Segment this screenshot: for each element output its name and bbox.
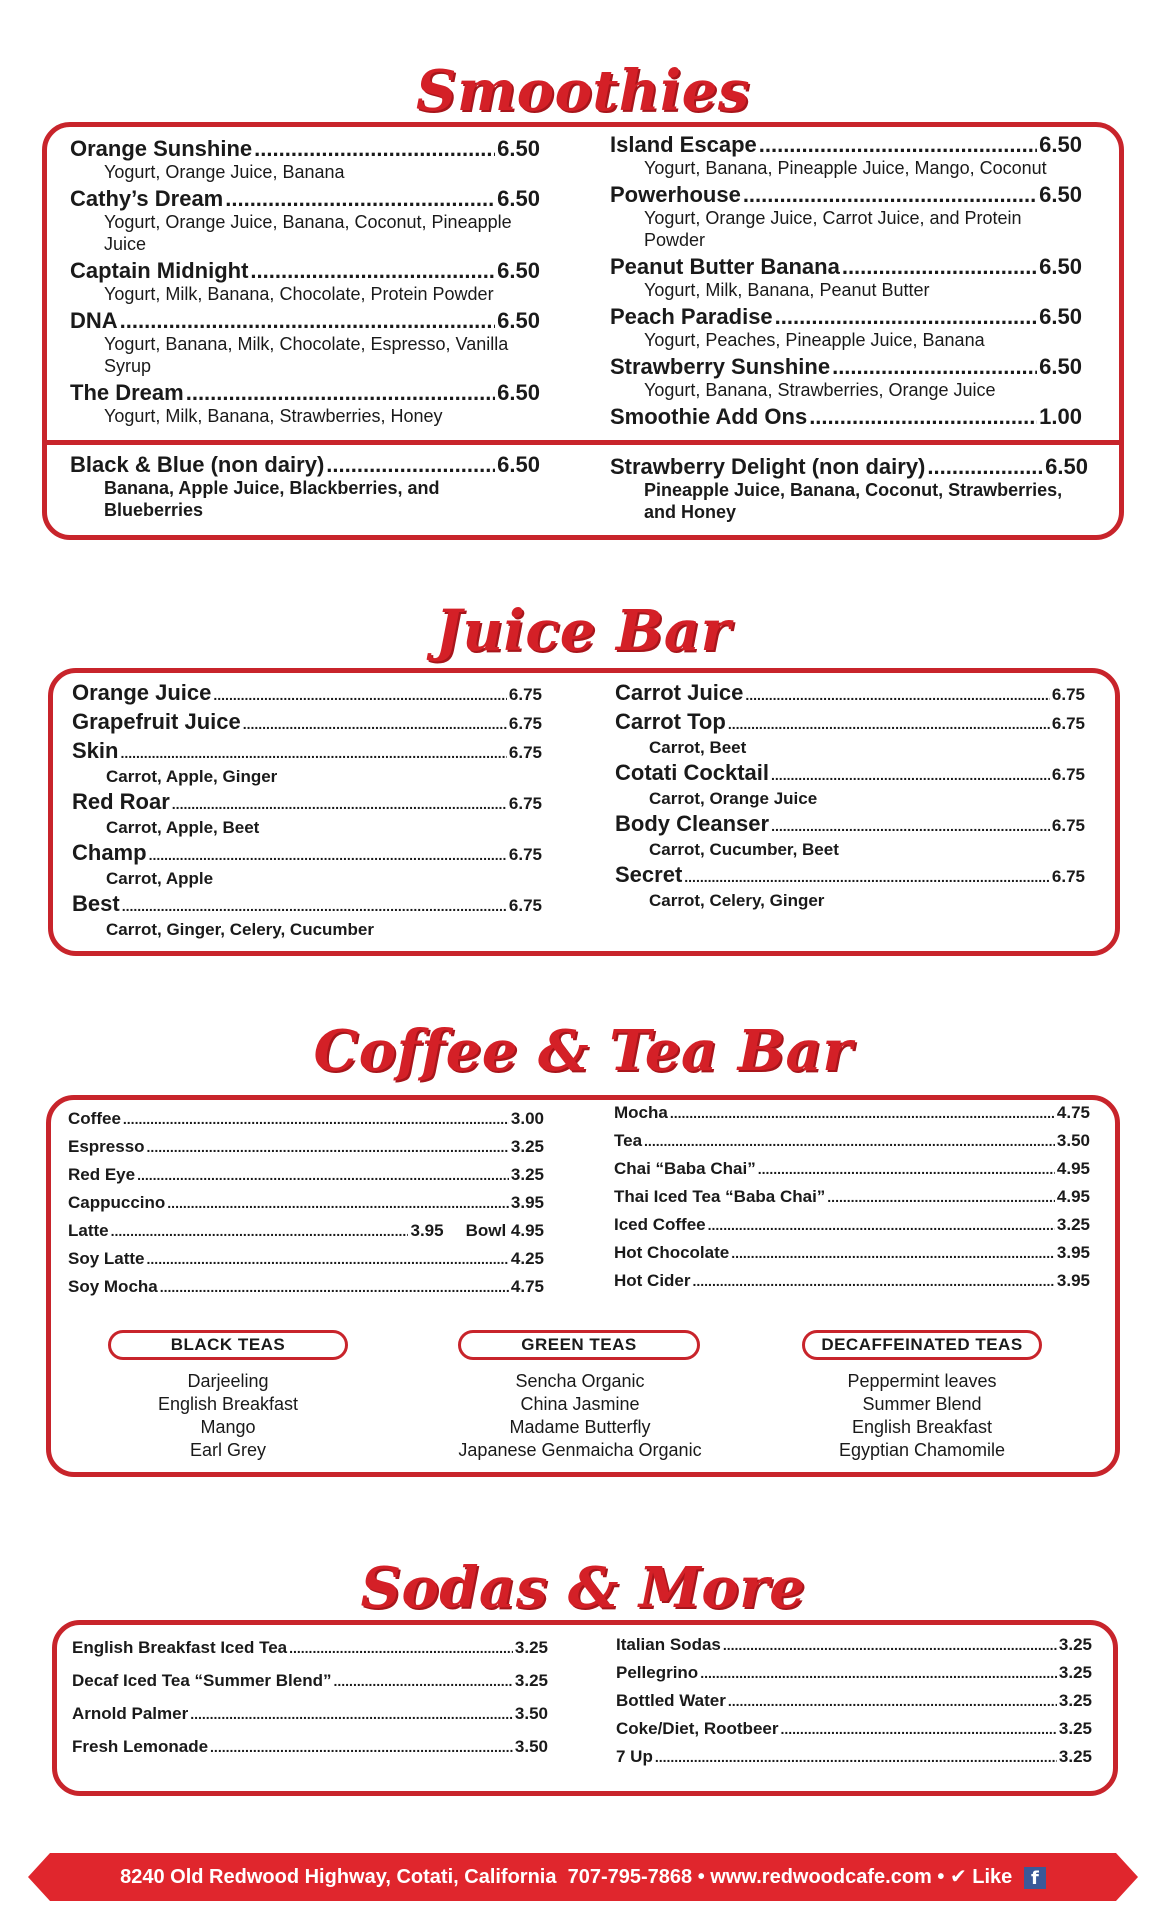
menu-item [614, 1239, 1090, 1267]
tea-item: Peppermint leaves [847, 1371, 997, 1391]
menu-item [616, 1631, 1092, 1659]
coffee-right-column [614, 1099, 1090, 1295]
leader-dots [147, 1134, 509, 1161]
item-name: Red Eye [68, 1165, 136, 1184]
item-price: 3.25 [1058, 1635, 1092, 1654]
item-name: The Dream [70, 380, 184, 405]
item-description: Pineapple Juice, Banana, Coconut, Strawberries, and Honey [644, 480, 1063, 522]
menu-item-row [72, 1667, 548, 1695]
smoothies-right-column [610, 132, 1082, 432]
menu-item [70, 136, 540, 183]
tea-item: Madame Butterfly [509, 1417, 651, 1437]
menu-item-row [615, 709, 1085, 737]
item-price: 6.75 [508, 794, 542, 813]
menu-item-row [68, 1189, 544, 1217]
item-price: 3.95 [410, 1221, 444, 1240]
menu-item-row [70, 136, 540, 161]
item-description: Yogurt, Milk, Banana, Chocolate, Protein Powder [104, 284, 494, 304]
menu-item-row [610, 182, 1082, 207]
menu-item-row [72, 891, 542, 919]
menu-item-row [616, 1715, 1092, 1743]
leader-dots [670, 1100, 1055, 1127]
item-name: Cappuccino [68, 1193, 166, 1212]
coffee-left-column [68, 1105, 544, 1301]
leader-dots [644, 1128, 1055, 1155]
sodas-right-column [616, 1631, 1092, 1771]
menu-item-row [610, 254, 1082, 279]
tea-item: Earl Grey [189, 1440, 267, 1460]
menu-item [70, 186, 540, 255]
item-price: 3.25 [514, 1671, 548, 1690]
green-teas-heading: GREEN TEAS [458, 1330, 700, 1360]
item-name: Powerhouse [610, 182, 741, 207]
smoothies-nondairy-right [610, 454, 1088, 523]
menu-item [610, 354, 1082, 401]
item-name: Italian Sodas [616, 1635, 721, 1654]
menu-item-row [614, 1267, 1090, 1295]
menu-item-row [615, 862, 1085, 890]
item-name: Chai “Baba Chai” [614, 1159, 756, 1178]
leader-dots [758, 1156, 1055, 1183]
item-price: 4.95 [1056, 1187, 1090, 1206]
menu-item-row [614, 1099, 1090, 1127]
item-price: 3.95 [510, 1193, 544, 1212]
leader-dots [771, 762, 1050, 788]
menu-item-row [68, 1217, 544, 1245]
leader-dots [190, 1701, 513, 1728]
leader-dots [693, 1268, 1055, 1295]
item-name: Carrot Juice [615, 680, 744, 705]
tea-item: Sencha Organic [515, 1371, 645, 1391]
item-name: English Breakfast Iced Tea [72, 1638, 288, 1657]
item-description: Yogurt, Banana, Strawberries, Orange Juice [644, 380, 996, 400]
leader-dots [655, 1744, 1057, 1771]
item-description: Yogurt, Peaches, Pineapple Juice, Banana [644, 330, 985, 350]
item-name: Coke/Diet, Rootbeer [616, 1719, 779, 1738]
leader-dots [708, 1212, 1055, 1239]
item-name: Hot Cider [614, 1271, 691, 1290]
menu-item-row [610, 354, 1082, 379]
item-name: Hot Chocolate [614, 1243, 730, 1262]
item-name: DNA [70, 308, 118, 333]
menu-item [72, 1667, 548, 1695]
item-price: 6.75 [1051, 867, 1085, 886]
item-description: Yogurt, Banana, Milk, Chocolate, Espresso, Vanilla Syrup [104, 334, 509, 376]
tea-item: Summer Blend [862, 1394, 982, 1414]
leader-dots [775, 304, 1038, 329]
leader-dots [700, 1660, 1057, 1687]
item-price: 3.25 [510, 1165, 544, 1184]
juice-title: Juice Bar [435, 598, 731, 664]
menu-item [72, 1634, 548, 1662]
item-name: Cotati Cocktail [615, 760, 770, 785]
menu-item [615, 862, 1085, 912]
menu-item-row [610, 304, 1082, 329]
item-price: 3.00 [510, 1109, 544, 1128]
item-name: Tea [614, 1131, 643, 1150]
item-description: Carrot, Ginger, Celery, Cucumber [106, 920, 374, 939]
tea-item: China Jasmine [520, 1394, 640, 1414]
item-price: 6.50 [497, 186, 540, 211]
item-name: Best [72, 891, 120, 916]
item-price: 4.75 [1056, 1103, 1090, 1122]
menu-item [72, 1700, 548, 1728]
menu-item [72, 789, 542, 839]
menu-item-row [70, 452, 540, 477]
tea-item: English Breakfast [851, 1417, 993, 1437]
item-price: 3.50 [1056, 1131, 1090, 1150]
item-name: Smoothie Add Ons [610, 404, 808, 429]
item-description: Carrot, Apple, Ginger [106, 767, 278, 786]
leader-dots [167, 1190, 509, 1217]
leader-dots [780, 1716, 1056, 1743]
item-name: Fresh Lemonade [72, 1737, 209, 1756]
leader-dots [123, 1106, 509, 1133]
tea-item: Egyptian Chamomile [838, 1440, 1006, 1460]
menu-item [68, 1245, 544, 1273]
item-price: 6.50 [1039, 182, 1082, 207]
item-price: 1.00 [1039, 404, 1082, 429]
menu-item [615, 811, 1085, 861]
menu-item-row [70, 186, 540, 211]
menu-item [616, 1715, 1092, 1743]
item-description: Carrot, Orange Juice [649, 789, 818, 808]
menu-item-row [68, 1273, 544, 1301]
menu-item [616, 1687, 1092, 1715]
menu-item-row [616, 1631, 1092, 1659]
item-price: 4.95 [1056, 1159, 1090, 1178]
item-name: Red Roar [72, 789, 170, 814]
menu-item [68, 1133, 544, 1161]
item-name: Skin [72, 738, 119, 763]
juice-right-column [615, 680, 1085, 913]
menu-item [68, 1161, 544, 1189]
leader-dots [832, 354, 1037, 379]
menu-item [72, 738, 542, 788]
menu-item [72, 840, 542, 890]
item-name: Carrot Top [615, 709, 726, 734]
item-name: Peanut Butter Banana [610, 254, 840, 279]
menu-item-row [68, 1133, 544, 1161]
smoothies-title: Smoothies [416, 58, 750, 124]
item-name: Latte [68, 1221, 109, 1240]
tea-item: English Breakfast [157, 1394, 299, 1414]
leader-dots [289, 1635, 513, 1662]
item-price: 6.50 [497, 136, 540, 161]
smoothies-left-column [70, 136, 540, 430]
menu-item-row [610, 132, 1082, 157]
item-name: Island Escape [610, 132, 757, 157]
menu-item-row [72, 1634, 548, 1662]
leader-dots [254, 136, 495, 161]
sodas-title: Sodas & More [360, 1555, 806, 1621]
checkmark-icon: ✔ [949, 1866, 967, 1888]
menu-item [610, 454, 1088, 523]
item-name: Coffee [68, 1109, 121, 1128]
menu-item-row [610, 404, 1082, 429]
item-price: 6.50 [1045, 454, 1088, 479]
item-name: Decaf Iced Tea “Summer Blend” [72, 1671, 332, 1690]
menu-item [68, 1189, 544, 1217]
menu-item [610, 254, 1082, 301]
item-name: Bottled Water [616, 1691, 726, 1710]
item-price: 6.50 [497, 380, 540, 405]
item-price: 6.75 [1051, 714, 1085, 733]
menu-item-row [610, 454, 1088, 479]
menu-item-row [616, 1687, 1092, 1715]
menu-item [70, 258, 540, 305]
menu-item [614, 1155, 1090, 1183]
menu-item-row [70, 308, 540, 333]
coffee-title: Coffee & Tea Bar [313, 1018, 853, 1084]
footer-address: 8240 Old Redwood Highway, Cotati, California [120, 1866, 557, 1888]
item-description: Yogurt, Orange Juice, Carrot Juice, and Protein Powder [644, 208, 1022, 250]
item-name: Mocha [614, 1103, 668, 1122]
item-price: 6.75 [508, 743, 542, 762]
decaf-teas-heading: DECAFFEINATED TEAS [802, 1330, 1042, 1360]
item-name: Thai Iced Tea “Baba Chai” [614, 1187, 826, 1206]
leader-dots [213, 682, 507, 708]
menu-item-row [68, 1161, 544, 1189]
leader-dots [186, 380, 495, 405]
item-price: 6.50 [497, 308, 540, 333]
menu-item [70, 308, 540, 377]
item-name: Arnold Palmer [72, 1704, 189, 1723]
menu-item [616, 1743, 1092, 1771]
item-description: Banana, Apple Juice, Blackberries, and Blueberries [104, 478, 440, 520]
item-name: Body Cleanser [615, 811, 770, 836]
item-price: 6.50 [1039, 304, 1082, 329]
menu-item [614, 1127, 1090, 1155]
menu-item-row [72, 1733, 548, 1761]
item-name: Soy Latte [68, 1249, 145, 1268]
item-description: Yogurt, Orange Juice, Banana, Coconut, Pineapple Juice [104, 212, 512, 254]
leader-dots [731, 1240, 1055, 1267]
item-name: 7 Up [616, 1747, 653, 1766]
item-price: 6.75 [508, 896, 542, 915]
leader-dots [759, 132, 1037, 157]
item-name: Captain Midnight [70, 258, 249, 283]
menu-item-row [615, 680, 1085, 708]
item-name: Black & Blue (non dairy) [70, 452, 325, 477]
item-price: 3.25 [1058, 1691, 1092, 1710]
leader-dots [172, 791, 507, 817]
footer-website[interactable]: www.redwoodcafe.com [710, 1866, 932, 1888]
menu-item-row [72, 1700, 548, 1728]
menu-item-row [68, 1105, 544, 1133]
item-name: Espresso [68, 1137, 145, 1156]
tea-item: Japanese Genmaicha Organic [458, 1440, 702, 1460]
leader-dots [827, 1184, 1055, 1211]
menu-item-row [616, 1743, 1092, 1771]
facebook-icon[interactable]: f [1024, 1867, 1046, 1889]
leader-dots [723, 1632, 1057, 1659]
item-price: 3.25 [510, 1137, 544, 1156]
leader-dots [728, 1688, 1057, 1715]
item-description: Yogurt, Milk, Banana, Strawberries, Honey [104, 406, 443, 426]
menu-item-row [72, 789, 542, 817]
leader-dots [120, 740, 506, 766]
tea-item: Darjeeling [187, 1371, 269, 1391]
item-price: 3.95 [1056, 1271, 1090, 1290]
sodas-left-column [72, 1634, 548, 1766]
item-price: 3.25 [1056, 1215, 1090, 1234]
menu-item [614, 1183, 1090, 1211]
item-price: 3.25 [1058, 1663, 1092, 1682]
leader-dots [809, 404, 1037, 429]
item-price: 3.95 [1056, 1243, 1090, 1262]
item-price: 6.75 [1051, 685, 1085, 704]
leader-dots [120, 308, 496, 333]
menu-item [68, 1105, 544, 1133]
item-price: 6.75 [508, 845, 542, 864]
leader-dots [147, 1246, 509, 1273]
item-price: 3.25 [1058, 1719, 1092, 1738]
item-name: Pellegrino [616, 1663, 699, 1682]
menu-item [70, 380, 540, 427]
item-description: Yogurt, Milk, Banana, Peanut Butter [644, 280, 930, 300]
menu-item [615, 709, 1085, 759]
menu-item [68, 1273, 544, 1301]
leader-dots [842, 254, 1037, 279]
smoothies-divider [42, 440, 1124, 445]
menu-item-row [615, 811, 1085, 839]
leader-dots [243, 711, 507, 737]
item-description: Carrot, Apple [106, 869, 214, 888]
item-name: Soy Mocha [68, 1277, 158, 1296]
leader-dots [149, 842, 507, 868]
like-label[interactable]: Like [972, 1866, 1013, 1888]
item-name: Iced Coffee [614, 1215, 706, 1234]
menu-item [70, 452, 540, 521]
leader-dots [122, 893, 507, 919]
leader-dots [250, 258, 495, 283]
footer-phone[interactable]: 707-795-7868 [567, 1866, 693, 1888]
menu-item-row [72, 709, 542, 737]
menu-item [615, 680, 1085, 708]
item-name: Secret [615, 862, 683, 887]
menu-item-row [72, 738, 542, 766]
item-price: 6.75 [1051, 816, 1085, 835]
menu-item [610, 182, 1082, 251]
menu-item [610, 304, 1082, 351]
item-description: Yogurt, Orange Juice, Banana [104, 162, 345, 182]
leader-dots [684, 864, 1050, 890]
item-price: 6.50 [1039, 354, 1082, 379]
menu-item [610, 404, 1082, 429]
item-price: 3.25 [514, 1638, 548, 1657]
item-extra-price: Bowl 4.95 [465, 1221, 544, 1240]
item-name: Strawberry Delight (non dairy) [610, 454, 926, 479]
item-name: Orange Sunshine [70, 136, 253, 161]
item-price: 3.50 [514, 1704, 548, 1723]
leader-dots [334, 1668, 513, 1695]
item-name: Champ [72, 840, 147, 865]
item-name: Strawberry Sunshine [610, 354, 831, 379]
menu-item-row [614, 1211, 1090, 1239]
menu-item [616, 1659, 1092, 1687]
leader-dots [111, 1218, 409, 1245]
menu-item-row [70, 380, 540, 405]
item-name: Peach Paradise [610, 304, 773, 329]
item-price: 6.75 [1051, 765, 1085, 784]
item-description: Carrot, Beet [649, 738, 747, 757]
leader-dots [728, 711, 1050, 737]
item-price: 6.50 [497, 452, 540, 477]
item-description: Carrot, Celery, Ginger [649, 891, 825, 910]
item-price: 6.50 [1039, 132, 1082, 157]
menu-item [614, 1099, 1090, 1127]
item-price: 6.75 [508, 685, 542, 704]
tea-item: Mango [200, 1417, 256, 1437]
item-price: 6.75 [508, 714, 542, 733]
menu-item-row [72, 840, 542, 868]
leader-dots [225, 186, 495, 211]
juice-left-column [72, 680, 542, 942]
leader-dots [137, 1162, 509, 1189]
menu-item-row [616, 1659, 1092, 1687]
item-name: Grapefruit Juice [72, 709, 241, 734]
menu-item-row [614, 1239, 1090, 1267]
decaf-teas-list [792, 1370, 1052, 1462]
leader-dots [743, 182, 1037, 207]
menu-item [72, 1733, 548, 1761]
item-description: Carrot, Cucumber, Beet [649, 840, 839, 859]
menu-item [68, 1217, 544, 1245]
menu-item-row [70, 258, 540, 283]
item-name: Cathy’s Dream [70, 186, 224, 211]
menu-item-row [72, 680, 542, 708]
menu-item-row [614, 1155, 1090, 1183]
smoothies-nondairy-left [70, 452, 540, 521]
menu-item-row [615, 760, 1085, 788]
leader-dots [745, 682, 1050, 708]
menu-item [72, 891, 542, 941]
menu-item [614, 1211, 1090, 1239]
menu-item [615, 760, 1085, 810]
item-price: 3.25 [1058, 1747, 1092, 1766]
item-description: Carrot, Apple, Beet [106, 818, 260, 837]
black-teas-list [108, 1370, 348, 1462]
menu-item [614, 1267, 1090, 1295]
leader-dots [210, 1734, 513, 1761]
leader-dots [927, 454, 1043, 479]
green-teas-list [430, 1370, 730, 1462]
item-price: 4.25 [510, 1249, 544, 1268]
item-name: Orange Juice [72, 680, 212, 705]
item-price: 6.50 [1039, 254, 1082, 279]
leader-dots [326, 452, 495, 477]
leader-dots [160, 1274, 509, 1301]
item-description: Yogurt, Banana, Pineapple Juice, Mango, Coconut [644, 158, 1047, 178]
leader-dots [771, 813, 1050, 839]
black-teas-heading: BLACK TEAS [108, 1330, 348, 1360]
menu-item [610, 132, 1082, 179]
menu-item-row [614, 1183, 1090, 1211]
item-price: 6.50 [497, 258, 540, 283]
menu-item-row [614, 1127, 1090, 1155]
menu-item [72, 709, 542, 737]
menu-item [72, 680, 542, 708]
menu-item-row [68, 1245, 544, 1273]
item-price: 4.75 [510, 1277, 544, 1296]
footer-bar: 8240 Old Redwood Highway, Cotati, California 707-795-7868 • www.redwoodcafe.com • ✔ Like f [50, 1853, 1116, 1901]
item-price: 3.50 [514, 1737, 548, 1756]
